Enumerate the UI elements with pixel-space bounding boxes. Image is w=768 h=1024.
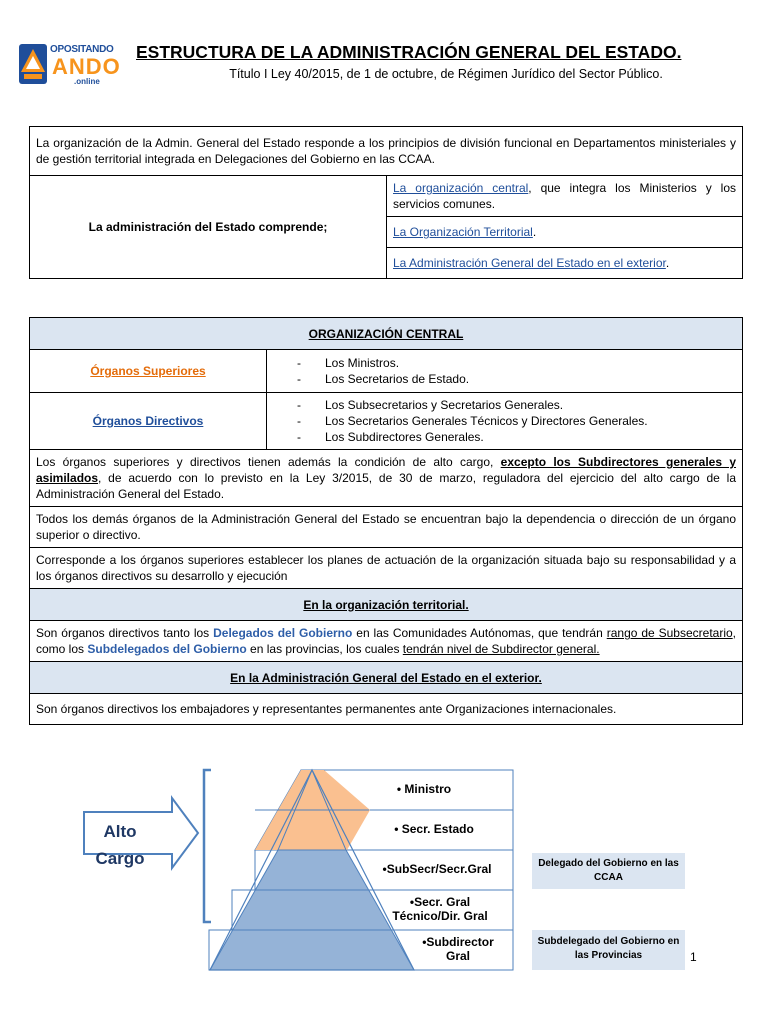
exterior-paragraph: Son órganos directivos los embajadores y representantes permanentes ante Organizaciones internacionales. [30, 694, 743, 725]
alto-cargo-pre: Los órganos superiores y directivos tienen además la condición de alto cargo, [36, 455, 501, 469]
territorial-heading [30, 589, 743, 621]
level-subsecr: •SubSecr/Secr.Gral [382, 862, 492, 876]
territorial-heading-text: En la organización territorial. [303, 597, 469, 612]
list-item: - Los Ministros. [297, 355, 736, 371]
logo-top-text: OPOSITANDO [50, 44, 114, 55]
superiores-cell [30, 350, 267, 393]
level-secr-gral: •Secr. Gral Técnico/Dir. Gral [392, 895, 488, 923]
list-item: - Los Secretarios Generales Técnicos y Directores Generales. [297, 413, 736, 429]
central-table [29, 317, 743, 725]
intro-text: La organización de la Admin. General del Estado responde a los principios de división funcional en Departamentos ministeriales y de gestión territorial integrada en Delegaciones del Gobierno en las CCAA. [30, 127, 743, 176]
comprende-label: La administración del Estado comprende; [30, 176, 387, 279]
directivos-cell [30, 393, 267, 450]
page-number: 1 [690, 950, 697, 964]
delegado-box: Delegado del Gobierno en las CCAA [532, 853, 685, 889]
link-organos-directivos[interactable]: Órganos Directivos [92, 414, 204, 428]
level-ministro: • Ministro [396, 782, 452, 796]
alto-cargo-diagram [0, 760, 768, 1024]
link-administracion-exterior[interactable]: La Administración General del Estado en el exterior [393, 256, 666, 270]
superiores-list [273, 355, 736, 387]
item-exterior-rest: . [665, 256, 670, 270]
territorial-text-2: en las Comunidades Autónomas, que tendrán [352, 626, 607, 640]
alto-cargo-exception: excepto los Subdirectores generales y asimilados [36, 455, 737, 485]
item-territorial [387, 217, 743, 248]
intro-table [29, 126, 743, 279]
logo-main-text: ANDO [52, 54, 121, 79]
link-organizacion-territorial[interactable]: La Organización Territorial [393, 225, 533, 239]
territorial-text-3: , como los [36, 626, 737, 656]
alto-cargo-post: , de acuerdo con lo previsto en la Ley 3/2015, de 30 de marzo, reguladora del ejercicio del alto cargo de la Administración General del Estado. [36, 471, 736, 501]
page-subtitle: Título I Ley 40/2015, de 1 de octubre, de Régimen Jurídico del Sector Público. [229, 67, 663, 81]
exterior-heading-text: En la Administración General del Estado en el exterior. [230, 670, 542, 685]
central-heading-text: ORGANIZACIÓN CENTRAL [308, 326, 464, 341]
directivos-list-cell [267, 393, 743, 450]
item-territorial-rest: . [532, 225, 537, 239]
territorial-text-4: en las provincias, los cuales [246, 642, 403, 656]
directivos-list [273, 397, 736, 445]
list-item: - Los Subsecretarios y Secretarios Generales. [297, 397, 736, 413]
alto-cargo-paragraph [30, 450, 743, 507]
rango-subsecretario: rango de Subsecretario [606, 626, 733, 640]
link-organizacion-central[interactable]: La organización central [393, 181, 529, 195]
alto-cargo-label: Alto Cargo [95, 822, 145, 868]
corresponde-paragraph: Corresponde a los órganos superiores establecer los planes de actuación de la organización situada bajo su responsabilidad y a los órganos directivos su desarrollo y ejecución [30, 548, 743, 589]
item-central-rest: , que integra los Ministerios y los servicios comunes. [393, 181, 737, 211]
superiores-list-cell [267, 350, 743, 393]
nivel-subdirector: tendrán nivel de Subdirector general. [402, 642, 600, 656]
logo [18, 42, 121, 88]
item-central [387, 176, 743, 217]
exterior-heading [30, 662, 743, 694]
page-title: ESTRUCTURA DE LA ADMINISTRACIÓN GENERAL DEL ESTADO. [136, 42, 682, 62]
central-heading [30, 318, 743, 350]
item-exterior [387, 248, 743, 279]
level-subdirector: •Subdirector Gral [422, 935, 494, 963]
subdelegados-term: Subdelegados del Gobierno [87, 642, 247, 656]
territorial-text-1: Son órganos directivos tanto los [36, 626, 214, 640]
list-item: - Los Subdirectores Generales. [297, 429, 736, 445]
logo-sub-text: .online [74, 77, 100, 86]
link-organos-superiores[interactable]: Órganos Superiores [90, 364, 206, 378]
list-item: - Los Secretarios de Estado. [297, 371, 736, 387]
alto-cargo-bracket [204, 770, 211, 922]
level-secr-estado: • Secr. Estado [394, 822, 474, 836]
dependencia-paragraph: Todos los demás órganos de la Administración General del Estado se encuentran bajo la dependencia o dirección de un órgano superior o directivo. [30, 507, 743, 548]
subdelegado-box: Subdelegado del Gobierno en las Provincias [532, 930, 685, 970]
territorial-paragraph [30, 621, 743, 662]
delegados-term: Delegados del Gobierno [213, 626, 353, 640]
